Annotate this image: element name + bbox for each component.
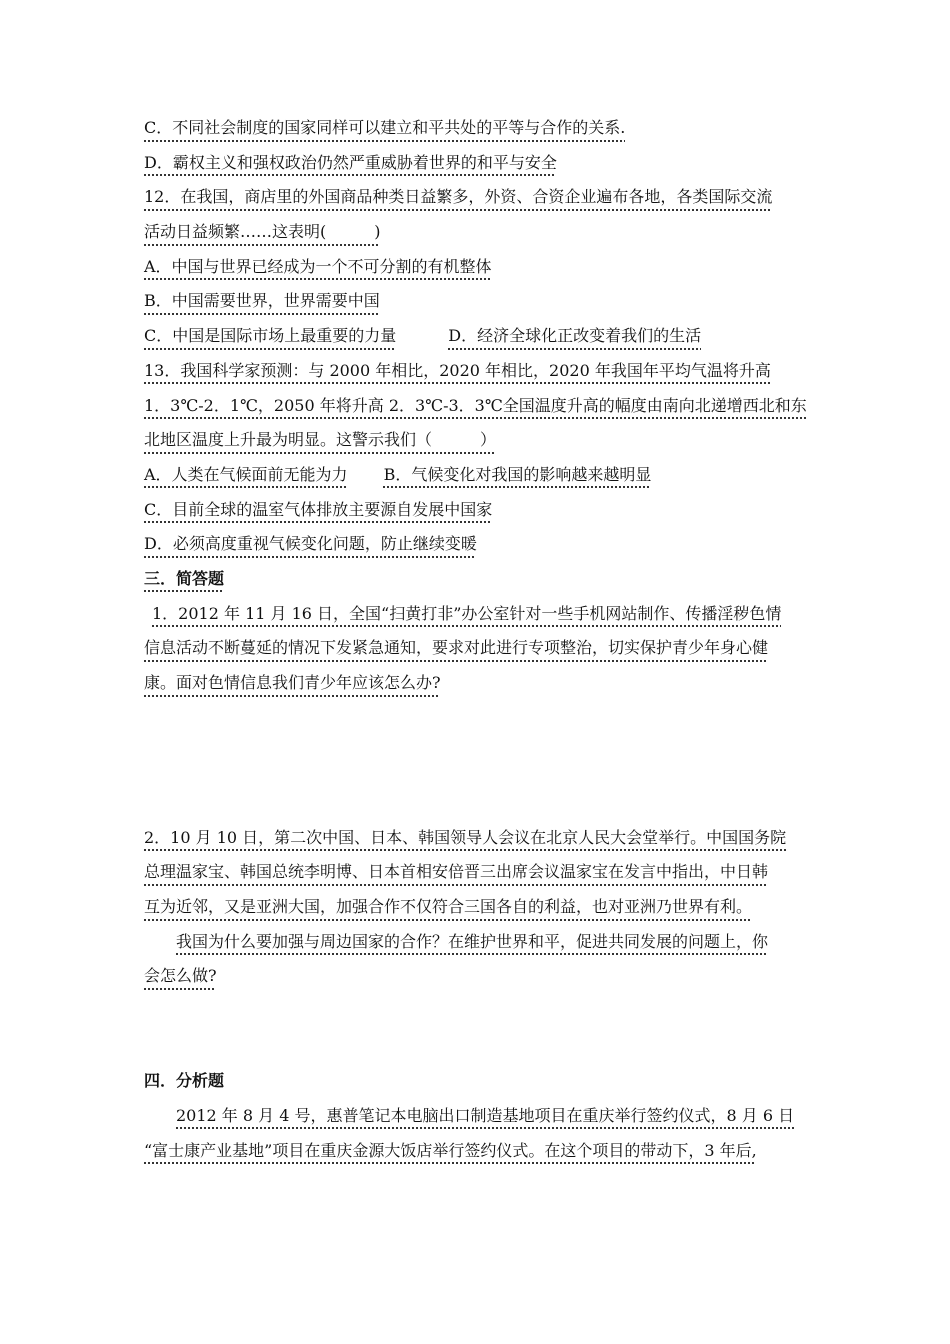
q13-option-c: C．目前全球的温室气体排放主要源自发展中国家 xyxy=(144,499,493,519)
answer-space-1 xyxy=(144,708,814,828)
q12-stem-line1: 12．在我国，商店里的外国商品种类日益繁多，外资、合资企业遍布各地，各类国际交流 xyxy=(144,187,773,207)
q13-stem-line3: 北地区温度上升最为明显。这警示我们（ ） xyxy=(144,430,497,450)
short-answer-1-line2: 信息活动不断蔓延的情况下发紧急通知，要求对此进行专项整治，切实保护青少年身心健 xyxy=(144,638,769,658)
q13-options-ab xyxy=(144,465,814,500)
short-answer-2-line2: 总理温家宝、韩国总统李明博、日本首相安倍晋三出席会议温家宝在发言中指出，中日韩 xyxy=(144,862,769,882)
section-heading-short-answer: 三．简答题 xyxy=(144,568,225,588)
q13-option-a: A．人类在气候面前无能为力 xyxy=(144,464,348,484)
short-answer-1-line3: 康。面对色情信息我们青少年应该怎么办? xyxy=(144,673,441,692)
short-answer-1-line1: 1．2012 年 11 月 16 日，全国“扫黄打非”办公室针对一些手机网站制作、传播淫秽色情 xyxy=(152,603,782,623)
q12-option-c: C．中国是国际市场上最重要的力量 xyxy=(144,326,397,346)
q11-option-d: D．霸权主义和强权政治仍然严重威胁着世界的和平与安全 xyxy=(144,152,557,172)
analysis-line1: 2012 年 8 月 4 号，惠普笔记本电脑出口制造基地项目在重庆举行签约仪式，8 月 6 日 xyxy=(176,1105,795,1125)
q13-option-b: B．气候变化对我国的影响越来越明显 xyxy=(383,464,652,484)
q12-option-d: D．经济全球化正改变着我们的生活 xyxy=(448,326,702,346)
q12-stem-line2: 活动日益频繁……这表明( ) xyxy=(144,222,381,242)
q11-option-c: C．不同社会制度的国家同样可以建立和平共处的平等与合作的关系. xyxy=(144,118,626,137)
q13-stem-line2: 1．3℃-2．1℃，2050 年将升高 2．3℃-3．3℃全国温度升高的幅度由南向北递增西北和东 xyxy=(144,395,807,415)
q12-option-a: A．中国与世界已经成为一个不可分割的有机整体 xyxy=(144,256,492,276)
q12-option-b: B．中国需要世界，世界需要中国 xyxy=(144,291,380,311)
short-answer-2-line1: 2．10 月 10 日，第二次中国、日本、韩国领导人会议在北京人民大会堂举行。中国国务院 xyxy=(144,827,787,847)
section-heading-analysis: 四．分析题 xyxy=(144,1071,225,1091)
document-body xyxy=(144,118,814,1175)
analysis-line2: “富士康产业基地”项目在重庆金源大饭店举行签约仪式。在这个项目的带动下，3 年后, xyxy=(144,1140,757,1160)
q13-option-d: D．必须高度重视气候变化问题，防止继续变暖 xyxy=(144,534,477,554)
q12-options-cd xyxy=(144,326,814,361)
answer-space-2 xyxy=(144,1001,814,1071)
short-answer-2-line3: 互为近邻，又是亚洲大国，加强合作不仅符合三国各自的利益，也对亚洲乃世界有利。 xyxy=(144,897,753,917)
q13-stem-line1: 13．我国科学家预测：与 2000 年相比，2020 年相比，2020 年我国年平均气温将升高 xyxy=(144,360,771,380)
short-answer-2-question-line1: 我国为什么要加强与周边国家的合作？在维护世界和平，促进共同发展的问题上，你 xyxy=(176,931,769,951)
short-answer-2-question-line2: 会怎么做? xyxy=(144,966,217,986)
